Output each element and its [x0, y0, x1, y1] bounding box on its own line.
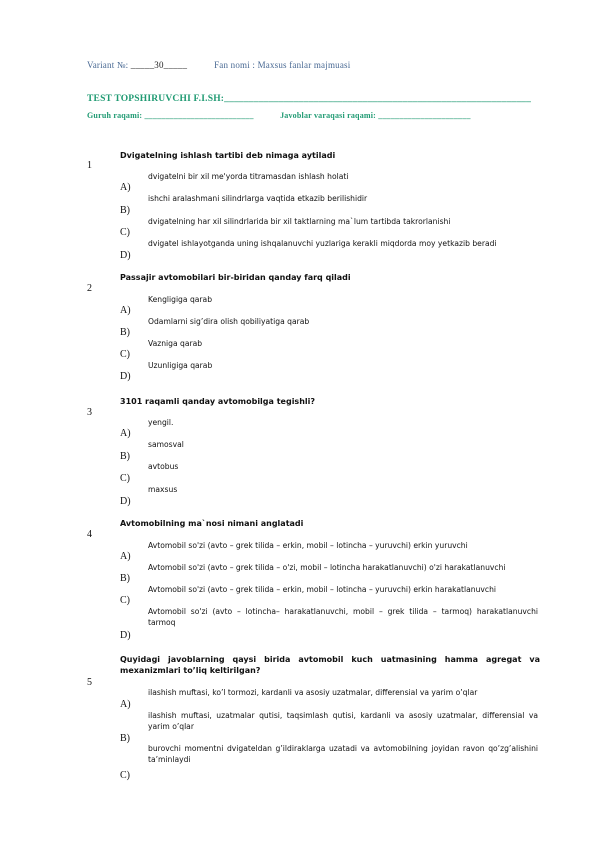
group-sheet-line — [87, 111, 471, 120]
question-text: 3101 raqamli qanday avtomobilga tegishli? — [120, 397, 316, 406]
option-text: Avtomobil so'zi (avto – grek tilida – o'zi, mobil – lotincha harakatlanuvchi) o'zi harakatlanuvchi — [148, 563, 506, 572]
question-text: Avtomobilning ma`nosi nimani anglatadi — [120, 519, 304, 528]
question-number: 3 — [87, 407, 92, 418]
option-text: Avtomobil so'zi (avto – lotincha– harakatlanuvchi, mobil – grek tilida – tarmoq) harakatlanuvchi tarmoq — [148, 607, 538, 627]
option-letter: D) — [120, 496, 131, 507]
option-text: dvigatelning har xil silindrlarida bir xil taktlarning ma`lum tartibda takrorlanishi — [148, 217, 451, 226]
option-text: Kengligiga qarab — [148, 295, 213, 304]
variant-label: Variant №: — [87, 60, 129, 70]
option-letter: A) — [120, 551, 131, 562]
question-number: 5 — [87, 677, 92, 688]
option-letter: A) — [120, 182, 131, 193]
option-letter: A) — [120, 305, 131, 316]
option-letter: D) — [120, 630, 131, 641]
option-letter: C) — [120, 770, 130, 781]
option-text: ishchi aralashmani silindrlarga vaqtida etkazib berilishidir — [148, 194, 368, 203]
option-text: dvigatelni bir xil me'yorda titramasdan ishlash holati — [148, 172, 349, 181]
answer-sheet-number-field[interactable]: Javoblar varaqasi raqami: ______________________ — [280, 111, 471, 120]
option-text: Vazniga qarab — [148, 339, 203, 348]
option-letter: C) — [120, 349, 130, 360]
option-letter: B) — [120, 327, 130, 338]
variant-line — [87, 60, 350, 70]
option-letter: D) — [120, 250, 131, 261]
question-number: 4 — [87, 529, 92, 540]
option-letter: C) — [120, 595, 130, 606]
option-text: burovchi momentni dvigateldan g’ildiraklarga uzatadi va avtomobilning joyidan ravon qo’zg’alishini ta’minlaydi — [148, 744, 538, 764]
option-text: dvigatel ishlayotganda uning ishqalanuvchi yuzlariga kerakli miqdorda moy yetkazib beradi — [148, 239, 497, 248]
question-text: Dvigatelning ishlash tartibi deb nimaga aytiladi — [120, 151, 336, 160]
option-letter: B) — [120, 573, 130, 584]
option-text: maxsus — [148, 485, 178, 494]
question-text: Passajir avtomobilari bir-biridan qanday farq qiladi — [120, 273, 351, 282]
option-text: Odamlarni sig’dira olish qobiliyatiga qarab — [148, 317, 310, 326]
option-text: yengil. — [148, 418, 174, 427]
group-number-field[interactable]: Guruh raqami: __________________________ — [87, 111, 254, 120]
option-text: ilashish muftasi, uzatmalar qutisi, taqsimlash qutisi, kardanli va asosiy uzatmalar, differensial va yarim o’qlar — [148, 711, 538, 731]
variant-value: _____30_____ — [130, 60, 188, 70]
option-text: avtobus — [148, 462, 179, 471]
student-name-line[interactable]: TEST TOPSHIRUVCHI F.I.SH:______________________________________________________________ — [87, 94, 532, 104]
option-letter: A) — [120, 699, 131, 710]
option-letter: B) — [120, 205, 130, 216]
question-number: 2 — [87, 283, 92, 294]
option-letter: C) — [120, 473, 130, 484]
option-text: ilashish muftasi, ko’l tormozi, kardanli va asosiy uzatmalar, differensial va yarim o’qlar — [148, 688, 478, 697]
option-letter: D) — [120, 371, 131, 382]
subject-label: Fan nomi : — [214, 60, 256, 70]
option-text: samosval — [148, 440, 184, 449]
option-text: Avtomobil so'zi (avto – grek tilida – erkin, mobil – lotincha – yuruvchi) erkin yuruvchi — [148, 541, 468, 550]
option-letter: B) — [120, 733, 130, 744]
option-letter: A) — [120, 428, 131, 439]
question-number: 1 — [87, 160, 92, 171]
question-text: Quyidagi javoblarning qaysi birida avtomobil kuch uatmasining hamma agregat va mexanizmlari to’liq keltirilgan? — [120, 655, 540, 675]
subject-value: Maxsus fanlar majmuasi — [257, 60, 351, 70]
option-text: Avtomobil so'zi (avto – grek tilida – erkin, mobil – lotincha – yuruvchi) erkin harakatlanuvchi — [148, 585, 497, 594]
option-letter: C) — [120, 227, 130, 238]
option-text: Uzunligiga qarab — [148, 361, 213, 370]
option-letter: B) — [120, 451, 130, 462]
